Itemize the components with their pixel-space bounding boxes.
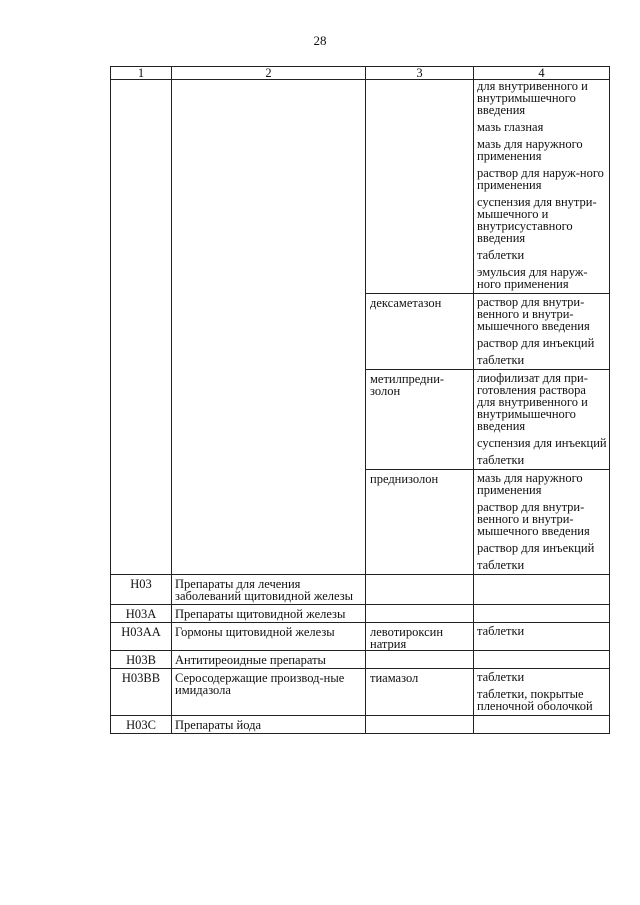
dosage-form: раствор для внутри-венного и внутри-мышечного введения xyxy=(477,295,590,333)
forms-cell-empty xyxy=(474,651,610,669)
dosage-form: для внутривенного и внутримышечного введения xyxy=(477,79,588,117)
name-cell-empty xyxy=(172,80,366,575)
atc-code: H03C xyxy=(111,716,172,734)
group-name: Препараты йода xyxy=(172,716,366,734)
substance-cell: левотироксин натрия xyxy=(366,623,474,651)
substance-cell-empty xyxy=(366,651,474,669)
dosage-form: таблетки xyxy=(477,670,525,684)
substance-cell: метилпредни-золон xyxy=(366,370,474,470)
table-row xyxy=(111,605,610,623)
substance-cell: преднизолон xyxy=(366,470,474,575)
dosage-form: суспензия для внутри-мышечного и внутрисуставного введения xyxy=(477,195,597,245)
dosage-form: раствор для наруж-ного применения xyxy=(477,166,604,192)
dosage-form: суспензия для инъекций xyxy=(477,436,607,450)
forms-cell xyxy=(474,370,610,470)
group-name: Препараты щитовидной железы xyxy=(172,605,366,623)
dosage-form: раствор для инъекций xyxy=(477,541,595,555)
table-row xyxy=(111,80,610,294)
substance-cell-empty xyxy=(366,716,474,734)
table-row xyxy=(111,651,610,669)
substance-cell-empty xyxy=(366,80,474,294)
atc-code: H03B xyxy=(111,651,172,669)
group-name: Серосодержащие производ-ные имидазола xyxy=(172,669,366,716)
forms-cell xyxy=(474,669,610,716)
column-header-4: 4 xyxy=(474,67,610,80)
dosage-form: таблетки xyxy=(477,353,525,367)
dosage-form: лиофилизат для при-готовления раствора для внутривенного и внутримышечного введения xyxy=(477,371,588,433)
dosage-form: таблетки xyxy=(477,624,525,638)
atc-code: H03BB xyxy=(111,669,172,716)
dosage-form: таблетки xyxy=(477,558,525,572)
table-row xyxy=(111,716,610,734)
forms-cell xyxy=(474,80,610,294)
group-name: Препараты для лечения заболеваний щитовидной железы xyxy=(172,575,366,605)
drug-table xyxy=(110,66,610,734)
dosage-form: таблетки, покрытые пленочной оболочкой xyxy=(477,687,593,713)
dosage-form: раствор для внутри-венного и внутри-мышечного введения xyxy=(477,500,590,538)
dosage-form: мазь глазная xyxy=(477,120,544,134)
column-header-2: 2 xyxy=(172,67,366,80)
forms-cell xyxy=(474,623,610,651)
dosage-form: мазь для наружного применения xyxy=(477,137,583,163)
atc-code: H03A xyxy=(111,605,172,623)
substance-cell: дексаметазон xyxy=(366,294,474,370)
atc-code: H03AA xyxy=(111,623,172,651)
forms-cell-empty xyxy=(474,575,610,605)
atc-code: H03 xyxy=(111,575,172,605)
group-name: Антитиреоидные препараты xyxy=(172,651,366,669)
forms-cell-empty xyxy=(474,716,610,734)
column-header-1: 1 xyxy=(111,67,172,80)
dosage-form: мазь для наружного применения xyxy=(477,471,583,497)
dosage-form: таблетки xyxy=(477,453,525,467)
header-row xyxy=(111,67,610,80)
table-row xyxy=(111,575,610,605)
dosage-form: эмульсия для наруж-ного применения xyxy=(477,265,588,291)
table-row xyxy=(111,623,610,651)
dosage-form: раствор для инъекций xyxy=(477,336,595,350)
forms-cell xyxy=(474,470,610,575)
table-row xyxy=(111,669,610,716)
dosage-form: таблетки xyxy=(477,248,525,262)
page-number: 28 xyxy=(313,33,327,48)
substance-cell-empty xyxy=(366,575,474,605)
forms-cell xyxy=(474,294,610,370)
column-header-3: 3 xyxy=(366,67,474,80)
forms-cell-empty xyxy=(474,605,610,623)
group-name: Гормоны щитовидной железы xyxy=(172,623,366,651)
code-cell-empty xyxy=(111,80,172,575)
substance-cell: тиамазол xyxy=(366,669,474,716)
substance-cell-empty xyxy=(366,605,474,623)
